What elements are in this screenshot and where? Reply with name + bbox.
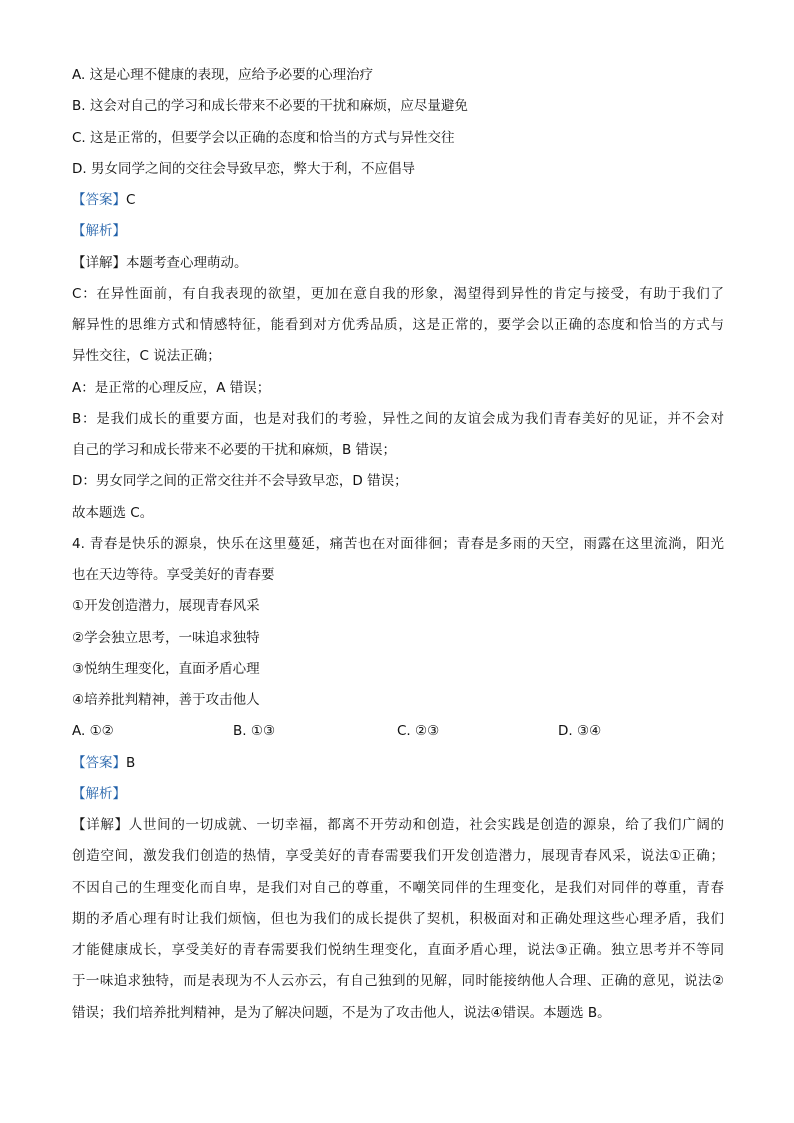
q3-explain-c-line: 解异性的思维方式和情感特征，能看到对方优秀品质，这是正常的，要学会以正确的态度和恰当的方式与: [72, 317, 724, 333]
q4-detail-line: 于一味追求独特，而是表现为不人云亦云，有自己独到的见解，同时能接纳他人合理、正确的意见，说法②: [72, 973, 724, 990]
answer-value: C: [126, 192, 136, 208]
q4-option-d: D. ③④: [558, 723, 602, 740]
document-page: [72, 62, 724, 1031]
q4-stem-line: 也在天边等待。享受美好的青春要: [72, 567, 275, 583]
q4-detail-line: 不因自己的生理变化而自卑，是我们对自己的尊重，不嘲笑同伴的生理变化，是我们对同伴的尊重，青春: [72, 879, 724, 896]
detail-text: 本题考查心理萌动。: [126, 254, 248, 271]
q3-option-c: C. 这是正常的，但要学会以正确的态度和恰当的方式与异性交往: [72, 129, 455, 146]
q3-explain-b-line: 自己的学习和成长带来不必要的干扰和麻烦，B 错误；: [72, 442, 397, 458]
q3-explain-d: D：男女同学之间的正常交往并不会导致早恋，D 错误；: [72, 473, 408, 490]
q4-statement-3: ③悦纳生理变化，直面矛盾心理: [72, 660, 260, 677]
q4-stem-line: 4. 青春是快乐的源泉，快乐在这里蔓延，痛苦也在对面徘徊；青春是多雨的天空，雨露在这里流淌，阳光: [72, 535, 724, 552]
q3-option-d: D. 男女同学之间的交往会导致早恋，弊大于利，不应倡导: [72, 160, 415, 177]
q4-detail-line: 才能健康成长，享受美好的青春需要我们悦纳生理变化，直面矛盾心理，说法③正确。独立思考并不等同: [72, 942, 724, 958]
answer-label: 【答案】: [72, 192, 126, 208]
q3-explain-c-line: C：在异性面前，有自我表现的欲望，更加在意自我的形象，渴望得到异性的肯定与接受，有助于我们了: [72, 285, 724, 302]
q4-statement-2: ②学会独立思考，一味追求独特: [72, 629, 260, 646]
q4-statement-4: ④培养批判精神，善于攻击他人: [72, 692, 260, 708]
q3-answer: [72, 187, 724, 218]
q3-explain-b-line: B：是我们成长的重要方面，也是对我们的考验，异性之间的友谊会成为我们青春美好的见证，并不会对: [72, 410, 724, 427]
q4-detail-line: 期的矛盾心理有时让我们烦恼，但也为我们的成长提供了契机，积极面对和正确处理这些心理矛盾，我们: [72, 910, 724, 927]
q3-conclusion: 故本题选 C。: [72, 504, 154, 521]
q4-option-b: B. ①③: [233, 723, 276, 740]
q4-statement-1: ①开发创造潜力，展现青春风采: [72, 598, 260, 615]
q4-option-c: C. ②③: [397, 723, 440, 740]
q4-option-a: A. ①②: [72, 723, 114, 740]
q3-option-a: A. 这是心理不健康的表现，应给予必要的心理治疗: [72, 67, 374, 83]
q4-detail-line: 创造空间，激发我们创造的热情，享受美好的青春需要我们开发创造潜力，展现青春风采，说法①正确；: [72, 848, 724, 865]
q4-answer: [72, 750, 724, 781]
q3-analysis-label: 【解析】: [72, 223, 126, 240]
detail-text: 人世间的一切成就、一切幸福，都离不开劳动和创造，社会实践是创造的源泉，给了我们广阔的: [128, 817, 724, 833]
answer-value: B: [126, 754, 136, 771]
answer-label: 【答案】: [72, 754, 126, 771]
q4-detail-first: [72, 812, 724, 843]
detail-label: 【详解】: [72, 254, 126, 271]
q3-option-b: B. 这会对自己的学习和成长带来不必要的干扰和麻烦，应尽量避免: [72, 98, 468, 115]
q3-explain-a: A：是正常的心理反应，A 错误；: [72, 379, 271, 396]
detail-label: 【详解】: [72, 817, 129, 833]
q4-analysis-label: 【解析】: [72, 785, 126, 802]
q4-options: [72, 718, 724, 749]
q4-detail-line: 错误；我们培养批判精神，是为了解决问题，不是为了攻击他人，说法④错误。本题选 B。: [72, 1004, 611, 1021]
q3-explain-c-line: 异性交往，C 说法正确；: [72, 348, 221, 365]
q3-detail: [72, 250, 724, 281]
